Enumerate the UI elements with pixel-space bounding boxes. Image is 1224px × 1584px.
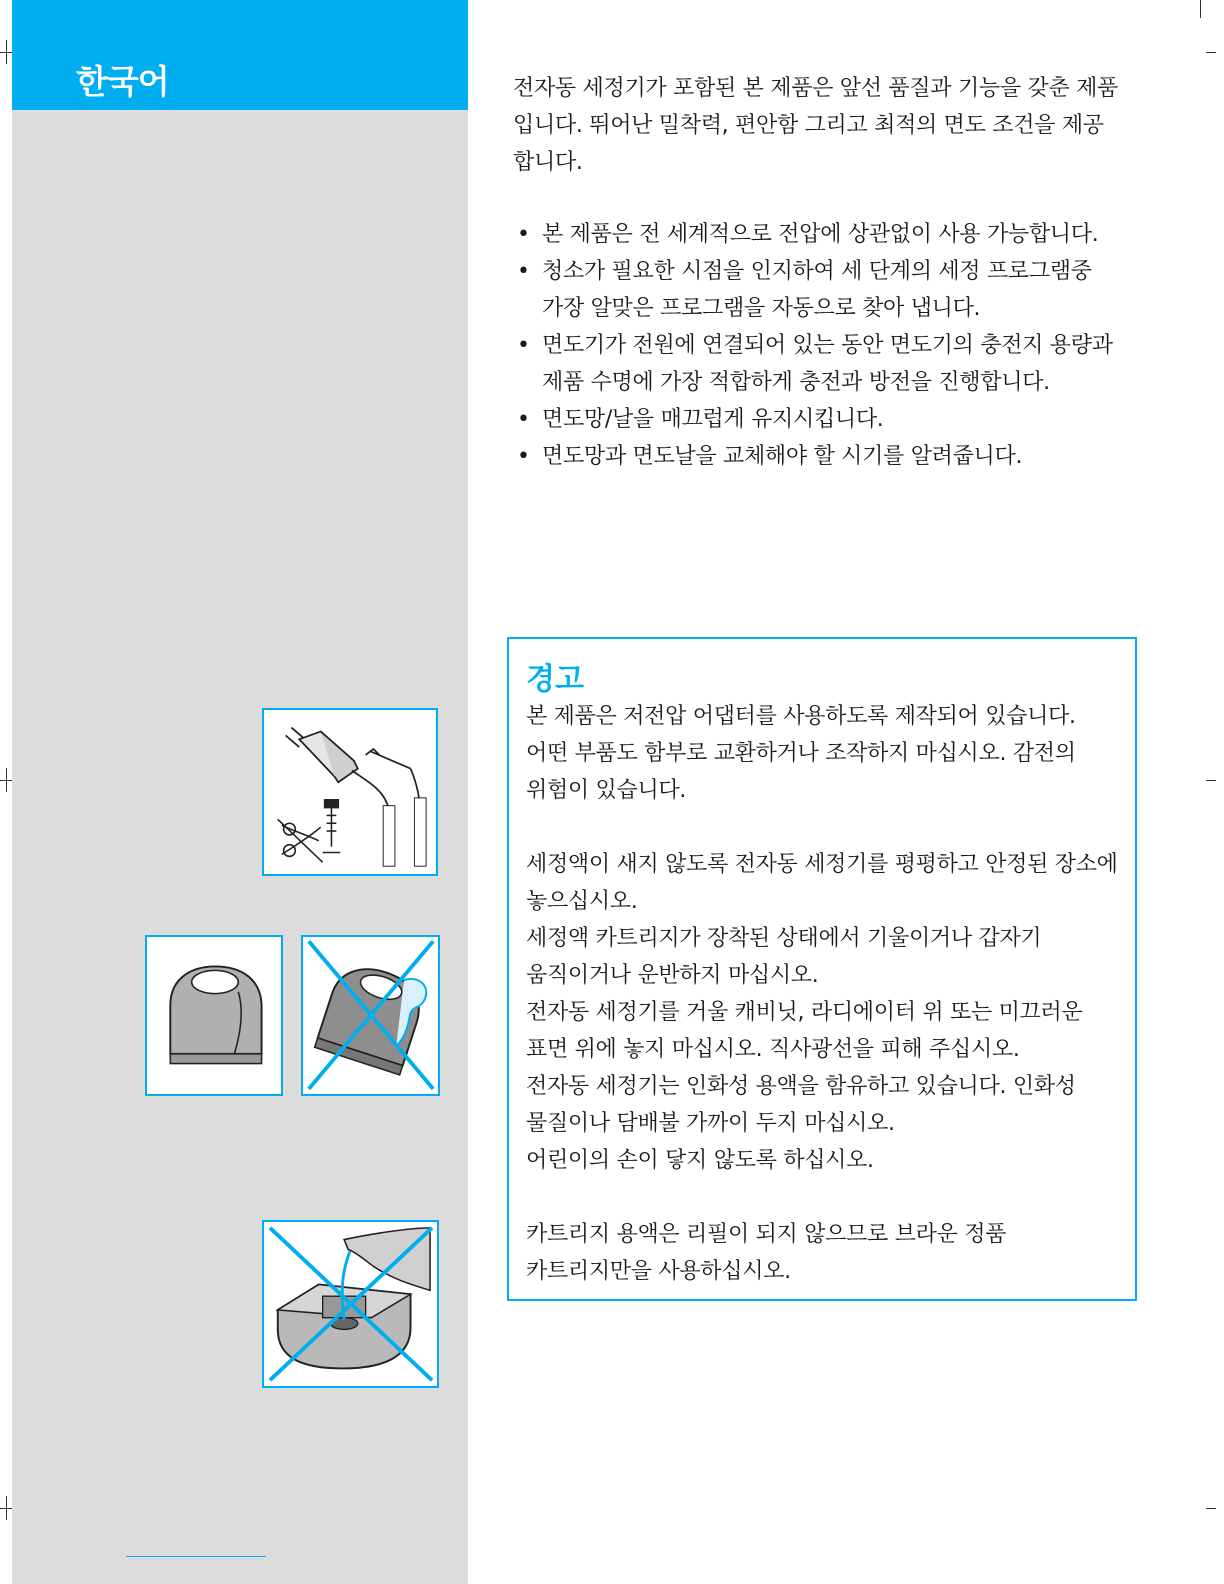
crop-mark: [1206, 1508, 1216, 1509]
warning-line: 카트리지만을 사용하십시오.: [526, 1259, 791, 1284]
footer-rule: [126, 1556, 266, 1557]
feature-list: [513, 216, 1153, 475]
warning-line: 전자동 세정기를 거울 캐비닛, 라디에이터 위 또는 미끄러운: [526, 1000, 1083, 1025]
crop-mark: [6, 768, 7, 792]
feature-item: [513, 438, 1153, 475]
warning-body: [526, 698, 1131, 1290]
warning-line: 전자동 세정기는 인화성 용액을 함유하고 있습니다. 인화성: [526, 1074, 1076, 1099]
intro-line: 입니다. 뛰어난 밀착력, 편안함 그리고 최적의 면도 조건을 제공: [513, 113, 1104, 138]
feature-item: [513, 327, 1153, 401]
feature-item: [513, 401, 1153, 438]
feature-text-cont: 가장 알맞은 프로그램을 자동으로 찾아 냅니다.: [542, 296, 981, 321]
plug-icon: [264, 710, 436, 874]
warning-line: 어떤 부품도 함부로 교환하거나 조작하지 마십시오. 감전의: [526, 741, 1076, 766]
crop-mark: [1200, 0, 1201, 18]
warning-line: 어린이의 손이 닿지 않도록 하십시오.: [526, 1148, 874, 1173]
station-upright-illustration: [145, 935, 283, 1096]
crop-mark: [1206, 780, 1216, 781]
warning-line: 움직이거나 운반하지 마십시오.: [526, 963, 819, 988]
warning-line: 본 제품은 저전압 어댑터를 사용하도록 제작되어 있습니다.: [526, 704, 1076, 729]
warning-line: 위험이 있습니다.: [526, 778, 687, 803]
tilted-station-icon: [303, 937, 438, 1094]
feature-text: • 청소가 필요한 시점을 인지하여 세 단계의 세정 프로그램중: [542, 259, 1092, 284]
plug-cord-illustration: [262, 708, 438, 876]
warning-line: 세정액이 새지 않도록 전자동 세정기를 평평하고 안정된 장소에: [526, 852, 1118, 877]
intro-line: 전자동 세정기가 포함된 본 제품은 앞선 품질과 기능을 갖춘 제품: [513, 76, 1118, 101]
crop-mark: [1206, 52, 1216, 53]
feature-text-cont: 제품 수명에 가장 적합하게 충전과 방전을 진행합니다.: [542, 370, 1050, 395]
crop-mark: [6, 1496, 7, 1520]
feature-text: • 면도망과 면도날을 교체해야 할 시기를 알려줍니다.: [542, 444, 1023, 469]
feature-text: • 본 제품은 전 세계적으로 전압에 상관없이 사용 가능합니다.: [542, 222, 1099, 247]
language-title: 한국어: [76, 62, 169, 101]
feature-item: [513, 253, 1153, 327]
feature-item: [513, 216, 1153, 253]
intro-paragraph: [513, 70, 1143, 181]
warning-line: 물질이나 담배불 가까이 두지 마십시오.: [526, 1111, 895, 1136]
intro-line: 합니다.: [513, 150, 583, 175]
crop-mark: [6, 40, 7, 64]
warning-line: 표면 위에 놓지 마십시오. 직사광선을 피해 주십시오.: [526, 1037, 1020, 1062]
warning-line: 놓으십시오.: [526, 889, 638, 914]
feature-text: • 면도기가 전원에 연결되어 있는 동안 면도기의 충전지 용량과: [542, 333, 1113, 358]
cartridge-refill-icon: [264, 1222, 437, 1386]
refill-prohibited-illustration: [262, 1220, 439, 1388]
cleaning-station-icon: [147, 937, 281, 1094]
warning-title: 경고: [526, 662, 584, 697]
station-tilted-illustration: [301, 935, 440, 1096]
warning-line: 카트리지 용액은 리필이 되지 않으므로 브라운 정품: [526, 1222, 1007, 1247]
feature-text: • 면도망/날을 매끄럽게 유지시킵니다.: [542, 407, 884, 432]
warning-line: 세정액 카트리지가 장착된 상태에서 기울이거나 갑자기: [526, 926, 1042, 951]
